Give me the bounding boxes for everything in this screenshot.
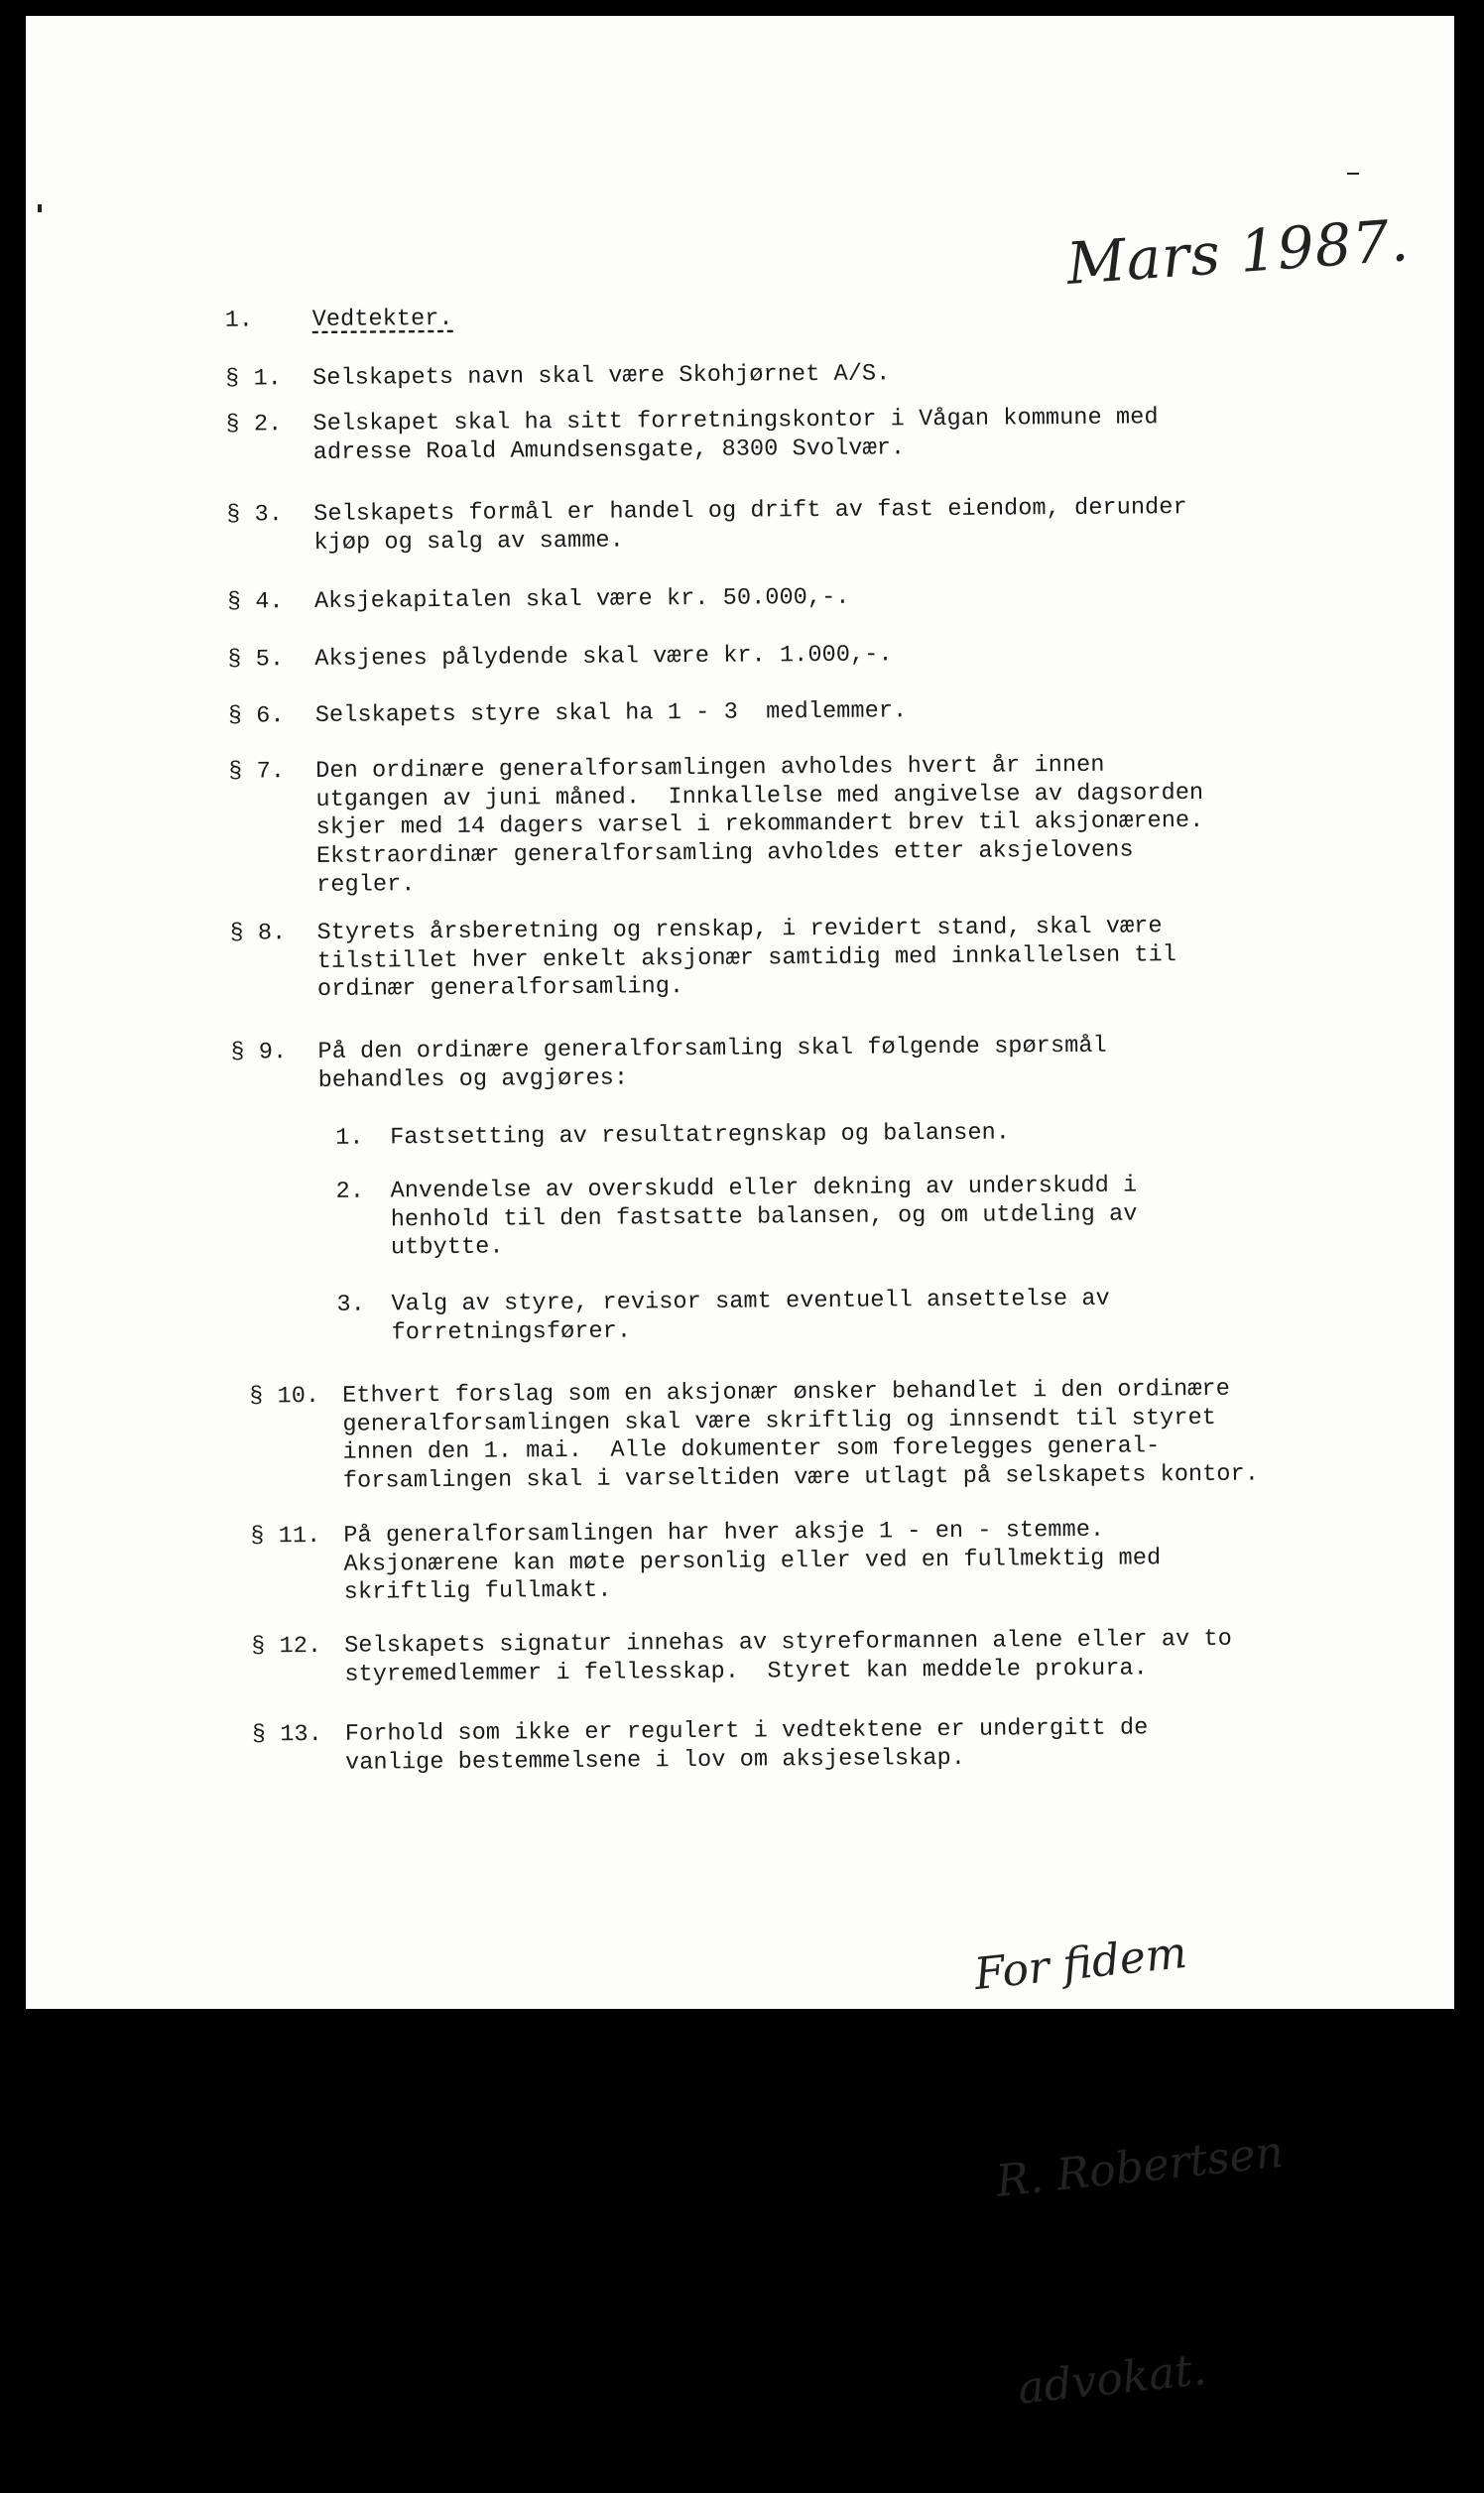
section-number: § 9. bbox=[230, 1039, 288, 1066]
item-line: Valg av styre, revisor samt eventuell ansettelse av bbox=[391, 1285, 1110, 1318]
section-number: § 4. bbox=[226, 588, 284, 616]
section-line: Ethvert forslag som en aksjonær ønsker behandlet i den ordinære bbox=[342, 1375, 1231, 1410]
signature-line: For fidem bbox=[971, 1927, 1189, 2001]
section-number: § 8. bbox=[229, 920, 287, 947]
section-line: Forhold som ikke er regulert i vedtektene er undergitt de bbox=[344, 1714, 1149, 1748]
item-number: 2. bbox=[335, 1178, 365, 1205]
section-number: § 7. bbox=[228, 758, 286, 786]
section-line: Selskapets navn skal være Skohjørnet A/S. bbox=[312, 360, 891, 393]
item-number: 3. bbox=[336, 1291, 365, 1318]
section-number: § 12. bbox=[251, 1632, 322, 1661]
section-line: Den ordinære generalforsamlingen avholdes hvert år innen bbox=[315, 751, 1105, 785]
section-line: regler. bbox=[316, 870, 416, 899]
section-line: adresse Roald Amundsensgate, 8300 Svolvær. bbox=[312, 435, 906, 466]
heading-title: Vedtekter. bbox=[311, 305, 453, 334]
item-line: forretningsfører. bbox=[391, 1317, 632, 1347]
section-line: utgangen av juni måned. Innkallelse med angivelse av dagsorden bbox=[315, 779, 1204, 813]
section-line: Selskapets styre skal ha 1 - 3 medlemmer. bbox=[314, 697, 908, 729]
heading-number: 1. bbox=[224, 307, 254, 334]
section-line: kjøp og salg av samme. bbox=[313, 527, 624, 557]
item-number: 1. bbox=[335, 1124, 364, 1152]
section-line: behandles og avgjøres: bbox=[317, 1064, 629, 1094]
section-line: tilstillet hver enkelt aksjonær samtidig med innkallelsen til bbox=[316, 940, 1177, 975]
section-line: forsamlingen skal i varseltiden være utlagt på selskapets kontor. bbox=[342, 1460, 1260, 1495]
section-number: § 6. bbox=[227, 702, 285, 730]
section-number: § 13. bbox=[251, 1720, 322, 1749]
section-number: § 2. bbox=[225, 411, 283, 438]
section-line: Selskapet skal ha sitt forretningskontor i Vågan kommune med bbox=[312, 404, 1159, 438]
section-line: Aksjekapitalen skal være kr. 50.000,-. bbox=[313, 583, 850, 615]
section-number: § 1. bbox=[225, 365, 283, 393]
section-line: innen den 1. mai. Alle dokumenter som forelegges general- bbox=[342, 1433, 1161, 1467]
signature-line: advokat. bbox=[1015, 2344, 1209, 2415]
section-line: skriftlig fullmakt. bbox=[343, 1577, 612, 1607]
section-line: skjer med 14 dagers varsel i rekommandert brev til aksjonærene. bbox=[315, 808, 1204, 842]
section-number: § 3. bbox=[226, 501, 284, 529]
section-line: Ekstraordinær generalforsamling avholdes etter aksjelovens bbox=[315, 836, 1134, 871]
item-line: henhold til den fastsatte balansen, og om utdeling av bbox=[390, 1200, 1138, 1234]
section-line: Aksjonærene kan møte personlig eller ved en fullmektig med bbox=[343, 1545, 1162, 1578]
section-number: § 10. bbox=[249, 1382, 320, 1411]
item-line: Anvendelse av overskudd eller dekning av underskudd i bbox=[390, 1172, 1138, 1205]
handwritten-date: Mars 1987. bbox=[1064, 206, 1412, 298]
signature-line: R. Robertsen bbox=[993, 2126, 1287, 2207]
section-line: Styrets årsberetning og renskap, i revidert stand, skal være bbox=[316, 913, 1163, 946]
section-line: styremedlemmer i fellesskap. Styret kan meddele prokura. bbox=[344, 1655, 1149, 1688]
section-number: § 11. bbox=[250, 1522, 321, 1551]
section-line: Selskapets formål er handel og drift av fast eiendom, derunder bbox=[313, 494, 1187, 528]
section-line: vanlige bestemmelsene i lov om aksjeselskap. bbox=[344, 1744, 966, 1777]
section-line: Selskapets signatur innehas av styreformannen alene eller av to bbox=[344, 1625, 1232, 1660]
section-number: § 5. bbox=[227, 646, 285, 674]
section-line: ordinær generalforsamling. bbox=[316, 973, 684, 1004]
section-line: På generalforsamlingen har hver aksje 1 - en - stemme. bbox=[343, 1516, 1105, 1550]
item-line: Fastsetting av resultatregnskap og balansen. bbox=[390, 1119, 1011, 1152]
section-line: generalforsamlingen skal være skriftlig og innsendt til styret bbox=[342, 1404, 1217, 1438]
item-line: utbytte. bbox=[390, 1233, 504, 1262]
section-line: Aksjenes pålydende skal være kr. 1.000,-. bbox=[314, 641, 893, 673]
section-line: På den ordinære generalforsamling skal følgende spørsmål bbox=[317, 1032, 1107, 1065]
